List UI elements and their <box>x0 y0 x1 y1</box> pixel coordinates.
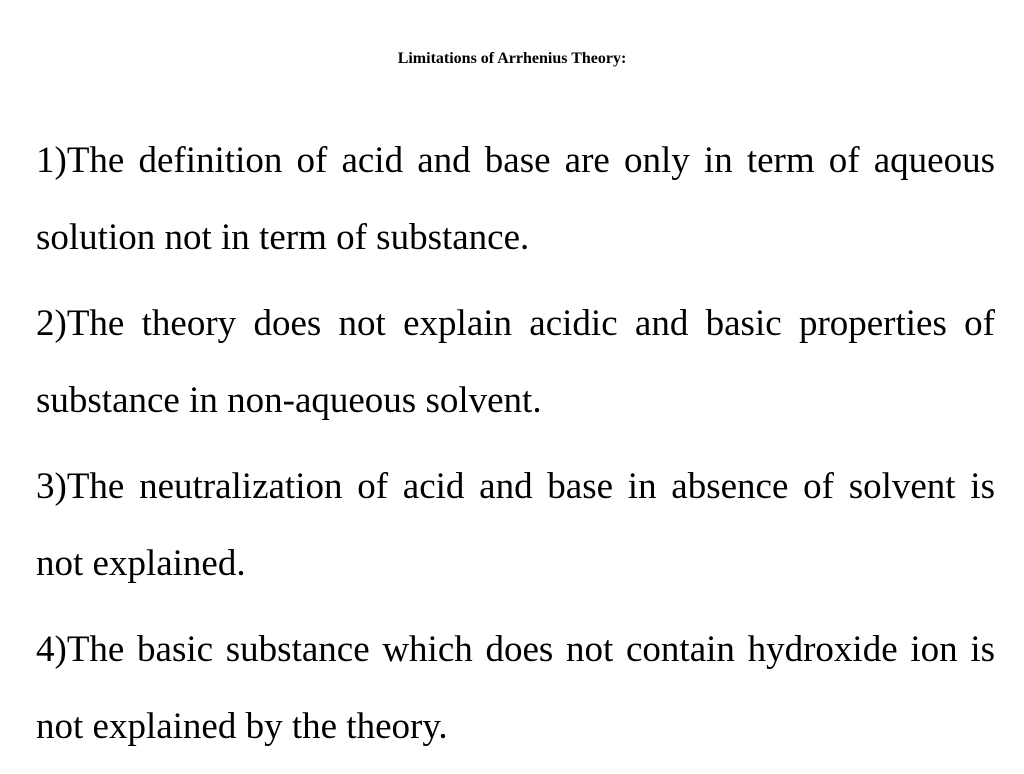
list-item: 1)The definition of acid and base are only in term of aqueous solution not in term of substance. <box>36 140 995 258</box>
slide-title: Limitations of Arrhenius Theory: <box>397 50 627 67</box>
list-item: 3)The neutralization of acid and base in absence of solvent is not explained. <box>36 466 995 584</box>
limitations-list <box>36 122 995 774</box>
list-item: 2)The theory does not explain acidic and basic properties of substance in non-aqueous solvent. <box>36 303 995 421</box>
list-item: 4)The basic substance which does not contain hydroxide ion is not explained by the theory. <box>36 629 995 747</box>
